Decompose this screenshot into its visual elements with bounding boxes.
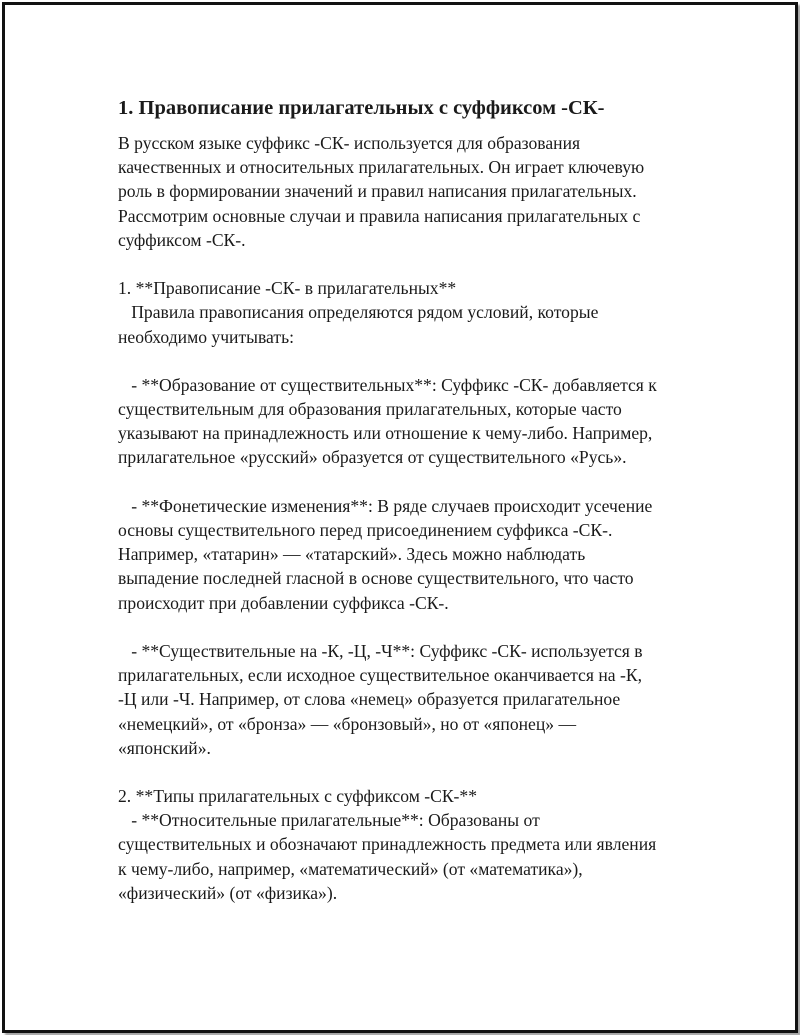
text-line: качественных и относительных прилагательных. Он играет ключевую (118, 157, 645, 178)
text-line: существительным для образования прилагательных, которые часто (118, 399, 622, 420)
section2-title: 2. **Типы прилагательных с суффиксом -СК-** (118, 786, 478, 807)
paragraph-gap (118, 252, 698, 276)
text-line: происходит при добавлении суффикса -СК-. (118, 592, 449, 613)
paragraph-gap (118, 349, 698, 373)
text-line: - **Образование от существительных**: Суффикс -СК- добавляется к (118, 374, 657, 395)
section1-bullet-1 (118, 373, 698, 470)
text-line: «немецкий», от «бронза» — «бронзовый», но от «японец» — (118, 713, 577, 734)
text-line: Например, «татарин» — «татарский». Здесь можно наблюдать (118, 544, 586, 565)
paragraph-gap (118, 615, 698, 639)
text-line: выпадение последней гласной в основе существительного, что часто (118, 568, 634, 589)
text-line: необходимо учитывать: (118, 326, 295, 347)
section1-title: 1. **Правописание -СК- в прилагательных** (118, 278, 457, 299)
intro-paragraph (118, 131, 698, 252)
section1-title-block (118, 276, 698, 349)
text-line: «физический» (от «физика»). (118, 882, 338, 903)
text-line: указывают на принадлежность или отношение к чему-либо. Например, (118, 423, 653, 444)
text-line: роль в формировании значений и правил написания прилагательных. (118, 181, 637, 202)
text-line: Правила правописания определяются рядом условий, которые (118, 302, 599, 323)
text-line: - **Фонетические изменения**: В ряде случаев происходит усечение (118, 495, 653, 516)
section1-bullet-3 (118, 639, 698, 760)
paragraph-gap (118, 470, 698, 494)
text-line: суффиксом -СК-. (118, 229, 246, 250)
text-line: «японский». (118, 737, 211, 758)
text-line: существительных и обозначают принадлежность предмета или явления (118, 834, 657, 855)
paragraph-gap (118, 760, 698, 784)
section2-block (118, 784, 698, 905)
text-line: - **Относительные прилагательные**: Образованы от (118, 810, 540, 831)
text-line: -Ц или -Ч. Например, от слова «немец» образуется прилагательное (118, 689, 621, 710)
text-line: прилагательных, если исходное существительное оканчивается на -К, (118, 665, 642, 686)
section1-bullet-2 (118, 494, 698, 615)
text-line: Рассмотрим основные случаи и правила написания прилагательных с (118, 205, 641, 226)
document-body (118, 95, 698, 905)
section-heading: 1. Правописание прилагательных с суффиксом -СК- (118, 97, 605, 119)
text-line: - **Существительные на -К, -Ц, -Ч**: Суффикс -СК- используется в (118, 640, 643, 661)
text-line: В русском языке суффикс -СК- используется для образования (118, 133, 581, 153)
text-line: прилагательное «русский» образуется от существительного «Русь». (118, 447, 627, 468)
text-line: основы существительного перед присоединением суффикса -СК-. (118, 520, 613, 540)
text-line: к чему-либо, например, «математический» (от «математика»), (118, 858, 583, 879)
